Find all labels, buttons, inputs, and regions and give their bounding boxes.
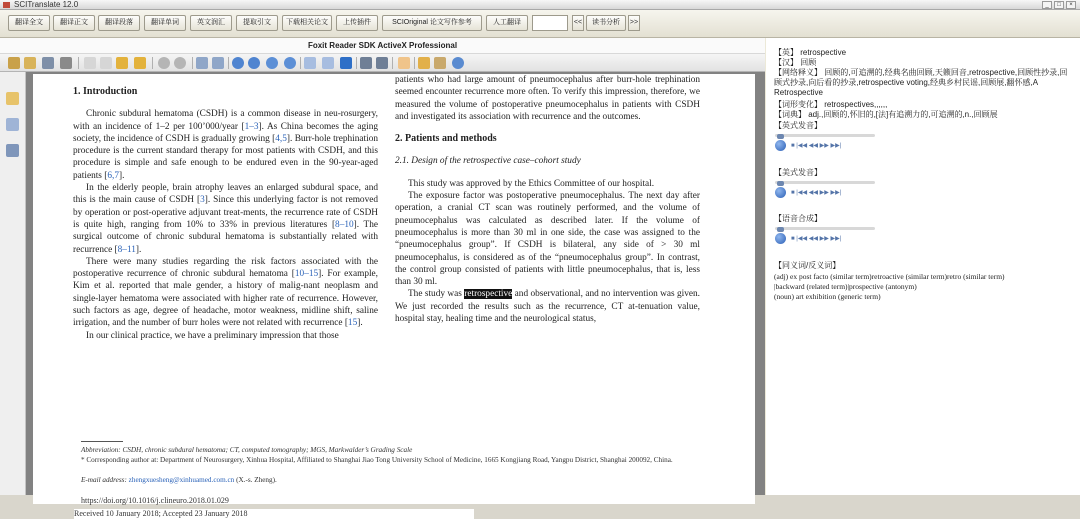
paragraph: patients who had large amount of pneumocephalus after burr-hole trephination seemed encounter recurrence more often. To verify this impression, therefore, we measured the volume of postoperative pneumocephalus in patients with CSDH and investigated its association with recurrence and the outcomes. bbox=[395, 75, 700, 122]
print-icon[interactable] bbox=[60, 57, 72, 69]
save-icon[interactable] bbox=[42, 57, 54, 69]
player-controls-icons[interactable]: ■ |◀◀ ◀◀ ▶▶ ▶▶| bbox=[791, 236, 842, 242]
synonym-label: 【同义词/反义词】 bbox=[774, 261, 841, 270]
last-page-icon[interactable] bbox=[134, 57, 146, 69]
paragraph: This study was approved by the Ethics Committee of our hospital. bbox=[408, 178, 655, 189]
player-controls-icons[interactable]: ■ |◀◀ ◀◀ ▶▶ ▶▶| bbox=[791, 190, 842, 196]
window-title: SCITranslate 12.0 bbox=[14, 0, 79, 9]
pdf-viewer-title: Foxit Reader SDK ActiveX Professional bbox=[0, 38, 765, 54]
window-controls bbox=[1042, 1, 1076, 9]
first-page-icon[interactable] bbox=[84, 57, 96, 69]
rotate-right-icon[interactable] bbox=[212, 57, 224, 69]
minimize-button[interactable]: _ bbox=[1042, 1, 1052, 9]
citation-link[interactable]: 4,5 bbox=[275, 133, 287, 144]
sci-original-button[interactable]: SCIOriginal 论文写作参考 bbox=[382, 15, 482, 31]
reading-analysis-button[interactable]: 读书分析 bbox=[586, 15, 626, 31]
upload-plugin-button[interactable]: 上传插件 bbox=[336, 15, 378, 31]
audio-seek-bar[interactable] bbox=[775, 134, 875, 137]
tts-label: 【语音合成】 bbox=[774, 214, 822, 223]
translate-word-button[interactable]: 翻译单词 bbox=[144, 15, 186, 31]
citation-link[interactable]: 3 bbox=[200, 195, 205, 206]
bookmarks-icon[interactable] bbox=[6, 92, 19, 105]
app-icon bbox=[3, 2, 10, 8]
human-translation-button[interactable]: 人工翻译 bbox=[486, 15, 528, 31]
translate-paragraph-button[interactable]: 翻译段落 bbox=[98, 15, 140, 31]
open-file-icon[interactable] bbox=[24, 57, 36, 69]
page-number-field[interactable] bbox=[532, 15, 568, 31]
design-subheading: 2.1. Design of the retrospective case–cohort study bbox=[395, 156, 581, 167]
audio-seek-bar[interactable] bbox=[775, 227, 875, 230]
fit-width-icon[interactable] bbox=[322, 57, 334, 69]
seek-knob[interactable] bbox=[777, 227, 784, 232]
chinese-line: 【汉】 回顾 bbox=[774, 58, 817, 67]
footnote-rule bbox=[81, 441, 123, 442]
paragraph: There were many studies regarding the risk factors associated with the postoperative recurrence of chronic subdural hematoma [10–15]. For example, Kim et al. reported that male gender, a history of malig-nant neoplasm and single-layer hematoma were associated with higher rate of recurrence. However, such factors as age, degree of headache, motor weakness, midline shift, saline irrigation, and the number of burr holes were not related with recurrence [15]. bbox=[73, 256, 378, 329]
pdf-viewer bbox=[0, 38, 765, 518]
zoom-tool-icon[interactable] bbox=[232, 57, 244, 69]
corresponding-footnote: * Corresponding author at: Department of Neurosurgery, Xinhua Hospital, Affiliated to Shanghai Jiao Tong University School of Medicine, 1665 Kongjiang Road, Yangpu District, Shanghai 200092, China. bbox=[81, 456, 673, 464]
toolbar-separator bbox=[78, 57, 79, 69]
find-next-icon[interactable] bbox=[376, 57, 388, 69]
seek-knob[interactable] bbox=[777, 134, 784, 139]
translate-all-button[interactable]: 翻译全文 bbox=[8, 15, 50, 31]
paragraph: Chronic subdural hematoma (CSDH) is a common disease in neu-rosurgery, with an incidence of 1–2 per 100’000/year [1–3]. As China becomes the aging society, the incidence of CSDH is gradually growing [4,5]. Burr-hole trephination procedure is the current standard therapy for most patients with CSDH, and this procedure is simple and safe enough to be endured even in the 90-year-aged patients [6,7]. bbox=[73, 109, 378, 181]
pdf-toolbar bbox=[0, 54, 765, 72]
seek-knob[interactable] bbox=[777, 181, 784, 186]
select-text-icon[interactable] bbox=[418, 57, 430, 69]
citation-link[interactable]: 15 bbox=[347, 318, 358, 329]
toolbar-separator bbox=[192, 57, 193, 69]
next-page-icon[interactable] bbox=[116, 57, 128, 69]
uk-audio-player[interactable] bbox=[775, 133, 883, 153]
paragraph: In the elderly people, brain atrophy leaves an enlarged subdural space, and this is the main cause of CSDH [3]. Since this underlying factor is not removed by operation or post-operative adjuvant treat-ments, the recurrence rate of CSDH is quite high, ranging from 10% to 33% in previous literatures [8–10]. The surgical outcome of chronic subdural hematoma is substantially related with recurrence [8–11]. bbox=[73, 183, 379, 255]
play-icon[interactable] bbox=[775, 233, 786, 244]
methods-heading: 2. Patients and methods bbox=[395, 133, 497, 145]
citation-link[interactable]: 10–15 bbox=[294, 269, 319, 280]
dictionary-panel bbox=[766, 38, 1080, 495]
tts-audio-player[interactable] bbox=[775, 226, 883, 246]
main-toolbar bbox=[0, 10, 1080, 38]
email-footnote: E-mail address: zhengxuesheng@xinhuamed.com.cn (X.-s. Zheng). bbox=[81, 476, 277, 484]
uk-pronunciation-label: 【英式发音】 bbox=[774, 121, 822, 130]
word-forms-line: 【词形变化】 retrospectives,,,,,, bbox=[774, 100, 888, 109]
open-folder-icon[interactable] bbox=[8, 57, 20, 69]
received-date: Received 10 January 2018; Accepted 23 January 2018 bbox=[74, 509, 474, 519]
paragraph: The study was retrospective and observational, and no intervention was given. We just recorded the results such as the recurrence, CT at-tenuation value, hospital stay, healing time and the neurological status, bbox=[395, 289, 700, 325]
toolbar-separator bbox=[228, 57, 229, 69]
audio-seek-bar[interactable] bbox=[775, 181, 875, 184]
snapshot-icon[interactable] bbox=[434, 57, 446, 69]
extract-citations-button[interactable]: 提取引文 bbox=[236, 15, 278, 31]
english-word-line: 【英】 retrospective bbox=[774, 48, 847, 57]
doi-link[interactable]: https://doi.org/10.1016/j.clineuro.2018.01.029 bbox=[81, 496, 229, 505]
title-bar bbox=[0, 0, 1080, 10]
find-icon[interactable] bbox=[360, 57, 372, 69]
synonym-line: (adj) ex post facto (similar term)retroactive (similar term)retro (similar term) bbox=[774, 272, 1005, 281]
actual-size-icon[interactable] bbox=[340, 57, 352, 69]
download-papers-button[interactable]: 下载相关论文 bbox=[282, 15, 332, 31]
citation-link[interactable]: 6,7 bbox=[107, 170, 119, 181]
left-column bbox=[73, 86, 378, 342]
next-page-button[interactable]: >> bbox=[628, 15, 640, 31]
paragraph: In our clinical practice, we have a preliminary impression that those bbox=[86, 330, 339, 341]
citation-link[interactable]: 8–11 bbox=[117, 244, 136, 255]
toolbar-separator bbox=[414, 57, 415, 69]
zoom-in-icon[interactable] bbox=[266, 57, 278, 69]
previous-page-icon[interactable] bbox=[100, 57, 112, 69]
paragraph: The exposure factor was postoperative pneumocephalus. The next day after operation, a cranial CT scan was routinely performed, and the volume of pneumocephalus was calculated as described later. If the volume of pneumocephalus is more than 30 ml in one side, the case was assigned to the “pneumocephalus group”. If CSDH is bilateral, any side of > 30 ml pneumocephalus, is considered as of the “pneumocephalus group”. In contrast, the control group consisted of patients with little pneumocephalus, that is, less than 30 ml. bbox=[395, 191, 700, 288]
zoom-out-icon[interactable] bbox=[284, 57, 296, 69]
back-icon[interactable] bbox=[158, 57, 170, 69]
right-column bbox=[395, 74, 700, 325]
citation-link[interactable]: 1–3 bbox=[244, 121, 259, 132]
intro-heading: 1. Introduction bbox=[73, 86, 138, 97]
citation-link[interactable]: 8–10 bbox=[335, 219, 354, 230]
play-icon[interactable] bbox=[775, 140, 786, 151]
abbreviation-footnote: Abbreviation: CSDH, chronic subdural hematoma; CT, computed tomography; MGS, Markwalder’s Grading Scale bbox=[81, 446, 413, 454]
toolbar-separator bbox=[392, 57, 393, 69]
selected-word[interactable]: retrospective bbox=[464, 289, 513, 300]
english-polish-button[interactable]: 英文润汇 bbox=[190, 15, 232, 31]
thumbnails-icon[interactable] bbox=[6, 118, 19, 131]
maximize-button[interactable]: □ bbox=[1054, 1, 1064, 9]
us-audio-player[interactable] bbox=[775, 180, 883, 200]
pdf-side-panel bbox=[0, 72, 26, 495]
synonym-line: (noun) art exhibition (generic term) bbox=[774, 292, 881, 301]
rotate-left-icon[interactable] bbox=[196, 57, 208, 69]
fit-page-icon[interactable] bbox=[304, 57, 316, 69]
player-controls-icons[interactable]: ■ |◀◀ ◀◀ ▶▶ ▶▶| bbox=[791, 143, 842, 149]
about-icon[interactable] bbox=[452, 57, 464, 69]
zoom-out-tool-icon[interactable] bbox=[248, 57, 260, 69]
web-definition: 【网络释义】 回顾的,可追溯的,经典名曲回顾,天籁回音,retrospective,回顾性抄录,回顾式抄录,向后看的抄录,retrospective voting,经典乡村民谣,回顾展,翻怀感,A Retrospective bbox=[774, 68, 1068, 97]
forward-icon[interactable] bbox=[174, 57, 186, 69]
translate-body-button[interactable]: 翻译正文 bbox=[53, 15, 95, 31]
synonym-line: |backward (related term)|prospective (antonym) bbox=[774, 282, 917, 291]
hand-tool-icon[interactable] bbox=[398, 57, 410, 69]
prev-page-button[interactable]: << bbox=[572, 15, 584, 31]
layers-icon[interactable] bbox=[6, 144, 19, 157]
pdf-page bbox=[33, 74, 755, 504]
email-link[interactable]: zhengxuesheng@xinhuamed.com.cn bbox=[128, 476, 235, 484]
toolbar-separator bbox=[152, 57, 153, 69]
toolbar-separator bbox=[356, 57, 357, 69]
us-pronunciation-label: 【美式发音】 bbox=[774, 168, 822, 177]
dictionary-definition: 【词典】 adj.,回顾的,怀旧的,[法]有追溯力的,可追溯的,n.,回顾展 bbox=[774, 110, 998, 119]
document-area[interactable] bbox=[26, 72, 765, 518]
toolbar-separator bbox=[300, 57, 301, 69]
close-button[interactable]: × bbox=[1066, 1, 1076, 9]
play-icon[interactable] bbox=[775, 187, 786, 198]
